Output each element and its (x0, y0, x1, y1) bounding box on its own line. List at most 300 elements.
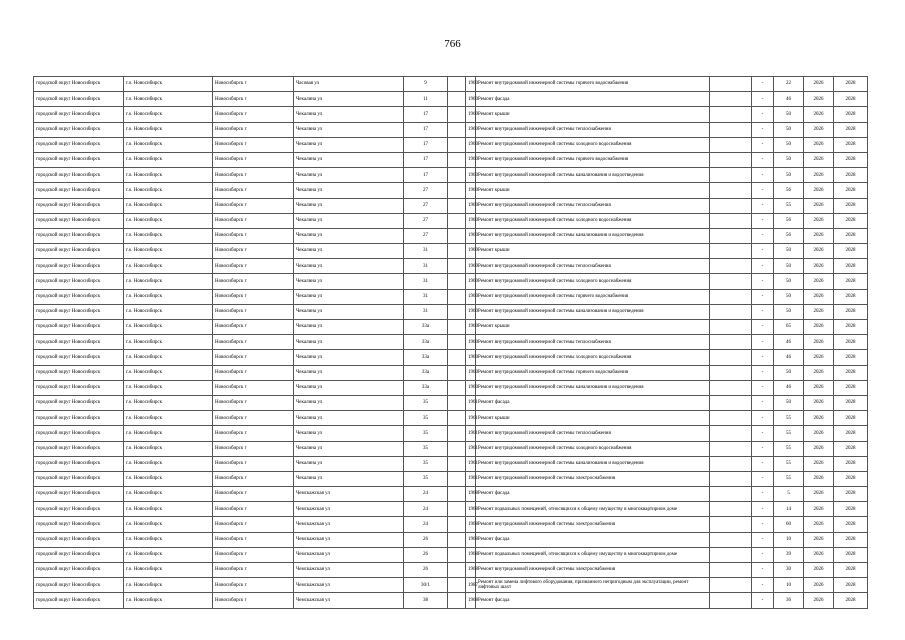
cost-cell: 14 (774, 502, 804, 517)
table-row (34, 137, 868, 152)
district-cell: г.о. Новосибирск (124, 213, 213, 228)
extra-cell (710, 411, 752, 426)
cost-cell: 22 (774, 77, 804, 92)
start-year-cell: 2026 (804, 426, 834, 441)
house-number-cell: 27 (404, 183, 448, 198)
municipality-cell: городской округ Новосибирск (34, 213, 124, 228)
end-year-cell: 2028 (834, 380, 868, 395)
district-cell: г.о. Новосибирск (124, 471, 213, 486)
table-row (34, 244, 868, 259)
municipality-cell: городской округ Новосибирск (34, 471, 124, 486)
street-cell: Чемскажская ул (294, 532, 404, 547)
building-cell (448, 502, 466, 517)
cost-cell: 50 (774, 274, 804, 289)
table-row (34, 441, 868, 456)
work-type-cell: Ремонт внутридомовой инженерной системы канализования и водоотведения (476, 168, 710, 183)
street-cell: Чекалина ул (294, 456, 404, 471)
house-number-cell: 31 (404, 274, 448, 289)
municipality-cell: городской округ Новосибирск (34, 152, 124, 167)
cost-cell: 55 (774, 456, 804, 471)
extra-cell (710, 487, 752, 502)
cost-cell: 50 (774, 289, 804, 304)
table-row (34, 426, 868, 441)
house-number-cell: 31 (404, 259, 448, 274)
street-cell: Чекалина ул (294, 304, 404, 319)
dash-cell: - (752, 122, 774, 137)
house-number-cell: 38 (404, 593, 448, 608)
year-built-cell: 1968 (466, 532, 476, 547)
work-type-cell: Ремонт или замена лифтового оборудования, признанного непригодным для эксплуатации, ремонт лифтовых шахт (476, 578, 710, 593)
municipality-cell: городской округ Новосибирск (34, 92, 124, 107)
building-cell (448, 77, 466, 92)
work-type-cell: Ремонт внутридомовой инженерной системы холодного водоснабжения (476, 137, 710, 152)
house-number-cell: 26 (404, 532, 448, 547)
city-cell: Новосибирск г (213, 183, 294, 198)
year-built-cell: 1960 (466, 183, 476, 198)
extra-cell (710, 578, 752, 593)
start-year-cell: 2026 (804, 563, 834, 578)
cost-cell: 50 (774, 152, 804, 167)
cost-cell: 55 (774, 411, 804, 426)
end-year-cell: 2028 (834, 441, 868, 456)
extra-cell (710, 137, 752, 152)
year-built-cell: 1960 (466, 137, 476, 152)
street-cell: Чемскажская ул (294, 593, 404, 608)
municipality-cell: городской округ Новосибирск (34, 168, 124, 183)
table-row (34, 168, 868, 183)
start-year-cell: 2026 (804, 350, 834, 365)
house-number-cell: 24 (404, 487, 448, 502)
dash-cell: - (752, 198, 774, 213)
cost-cell: 50 (774, 137, 804, 152)
start-year-cell: 2026 (804, 92, 834, 107)
table-row (34, 456, 868, 471)
building-cell (448, 456, 466, 471)
table-row (34, 563, 868, 578)
district-cell: г.о. Новосибирск (124, 563, 213, 578)
table-row (34, 471, 868, 486)
dash-cell: - (752, 380, 774, 395)
dash-cell: - (752, 259, 774, 274)
dash-cell: - (752, 471, 774, 486)
building-cell (448, 92, 466, 107)
start-year-cell: 2026 (804, 274, 834, 289)
municipality-cell: городской округ Новосибирск (34, 380, 124, 395)
building-cell (448, 304, 466, 319)
extra-cell (710, 198, 752, 213)
dash-cell: - (752, 168, 774, 183)
street-cell: Чекалина ул (294, 350, 404, 365)
start-year-cell: 2026 (804, 380, 834, 395)
street-cell: Чекалина ул (294, 365, 404, 380)
year-built-cell: 1961 (466, 411, 476, 426)
end-year-cell: 2028 (834, 198, 868, 213)
dash-cell: - (752, 532, 774, 547)
dash-cell: - (752, 593, 774, 608)
end-year-cell: 2028 (834, 456, 868, 471)
city-cell: Новосибирск г (213, 320, 294, 335)
extra-cell (710, 77, 752, 92)
end-year-cell: 2028 (834, 487, 868, 502)
district-cell: г.о. Новосибирск (124, 259, 213, 274)
table-row (34, 517, 868, 532)
district-cell: г.о. Новосибирск (124, 365, 213, 380)
extra-cell (710, 335, 752, 350)
cost-cell: 50 (774, 107, 804, 122)
table-row (34, 274, 868, 289)
building-cell (448, 563, 466, 578)
year-built-cell: 1960 (466, 168, 476, 183)
year-built-cell: 1960 (466, 107, 476, 122)
work-type-cell: Ремонт внутридомовой инженерной системы теплоснабжения (476, 426, 710, 441)
dash-cell: - (752, 92, 774, 107)
street-cell: Чекалина ул (294, 289, 404, 304)
work-type-cell: Ремонт внутридомовой инженерной системы электроснабжения (476, 563, 710, 578)
building-cell (448, 517, 466, 532)
table-row (34, 183, 868, 198)
city-cell: Новосибирск г (213, 593, 294, 608)
extra-cell (710, 350, 752, 365)
start-year-cell: 2026 (804, 137, 834, 152)
municipality-cell: городской округ Новосибирск (34, 532, 124, 547)
end-year-cell: 2028 (834, 289, 868, 304)
cost-cell: 46 (774, 335, 804, 350)
end-year-cell: 2028 (834, 228, 868, 243)
municipality-cell: городской округ Новосибирск (34, 517, 124, 532)
building-cell (448, 152, 466, 167)
district-cell: г.о. Новосибирск (124, 137, 213, 152)
district-cell: г.о. Новосибирск (124, 517, 213, 532)
end-year-cell: 2028 (834, 244, 868, 259)
start-year-cell: 2026 (804, 168, 834, 183)
dash-cell: - (752, 502, 774, 517)
district-cell: г.о. Новосибирск (124, 380, 213, 395)
street-cell: Чекалина ул (294, 320, 404, 335)
street-cell: Чекалина ул (294, 441, 404, 456)
work-type-cell: Ремонт внутридомовой инженерной системы холодного водоснабжения (476, 213, 710, 228)
cost-cell: 10 (774, 532, 804, 547)
end-year-cell: 2028 (834, 152, 868, 167)
building-cell (448, 213, 466, 228)
end-year-cell: 2028 (834, 92, 868, 107)
house-number-cell: 27 (404, 213, 448, 228)
extra-cell (710, 92, 752, 107)
table-row (34, 107, 868, 122)
extra-cell (710, 228, 752, 243)
cost-cell: 30 (774, 563, 804, 578)
extra-cell (710, 213, 752, 228)
district-cell: г.о. Новосибирск (124, 289, 213, 304)
city-cell: Новосибирск г (213, 274, 294, 289)
start-year-cell: 2026 (804, 547, 834, 562)
building-cell (448, 107, 466, 122)
building-cell (448, 335, 466, 350)
house-number-cell: 33а (404, 335, 448, 350)
street-cell: Чекалина ул (294, 274, 404, 289)
district-cell: г.о. Новосибирск (124, 350, 213, 365)
table-row (34, 395, 868, 410)
house-number-cell: 31 (404, 304, 448, 319)
year-built-cell: 1960 (466, 380, 476, 395)
cost-cell: 36 (774, 593, 804, 608)
dash-cell: - (752, 213, 774, 228)
start-year-cell: 2026 (804, 578, 834, 593)
house-number-cell: 30/1 (404, 578, 448, 593)
start-year-cell: 2026 (804, 487, 834, 502)
municipality-cell: городской округ Новосибирск (34, 335, 124, 350)
start-year-cell: 2026 (804, 77, 834, 92)
district-cell: г.о. Новосибирск (124, 578, 213, 593)
city-cell: Новосибирск г (213, 365, 294, 380)
municipality-cell: городской округ Новосибирск (34, 244, 124, 259)
extra-cell (710, 365, 752, 380)
table-row (34, 213, 868, 228)
street-cell: Чемскажская ул (294, 517, 404, 532)
city-cell: Новосибирск г (213, 335, 294, 350)
extra-cell (710, 289, 752, 304)
end-year-cell: 2028 (834, 593, 868, 608)
end-year-cell: 2028 (834, 335, 868, 350)
city-cell: Новосибирск г (213, 244, 294, 259)
city-cell: Новосибирск г (213, 487, 294, 502)
cost-cell: 46 (774, 92, 804, 107)
district-cell: г.о. Новосибирск (124, 92, 213, 107)
building-cell (448, 441, 466, 456)
district-cell: г.о. Новосибирск (124, 304, 213, 319)
district-cell: г.о. Новосибирск (124, 411, 213, 426)
dash-cell: - (752, 411, 774, 426)
year-built-cell: 1968 (466, 502, 476, 517)
municipality-cell: городской округ Новосибирск (34, 320, 124, 335)
extra-cell (710, 593, 752, 608)
building-cell (448, 411, 466, 426)
dash-cell: - (752, 517, 774, 532)
dash-cell: - (752, 304, 774, 319)
cost-cell: 55 (774, 441, 804, 456)
work-type-cell: Ремонт внутридомовой инженерной системы горячего водоснабжения (476, 77, 710, 92)
street-cell: Чемскажская ул (294, 547, 404, 562)
building-cell (448, 198, 466, 213)
work-type-cell: Ремонт подвальных помещений, относящихся к общему имуществу в многоквартирном доме (476, 502, 710, 517)
city-cell: Новосибирск г (213, 92, 294, 107)
municipality-cell: городской округ Новосибирск (34, 547, 124, 562)
district-cell: г.о. Новосибирск (124, 183, 213, 198)
cost-cell: 50 (774, 304, 804, 319)
work-type-cell: Ремонт внутридомовой инженерной системы холодного водоснабжения (476, 274, 710, 289)
year-built-cell: 1961 (466, 395, 476, 410)
building-cell (448, 578, 466, 593)
work-type-cell: Ремонт внутридомовой инженерной системы холодного водоснабжения (476, 350, 710, 365)
municipality-cell: городской округ Новосибирск (34, 304, 124, 319)
dash-cell: - (752, 487, 774, 502)
house-number-cell: 35 (404, 411, 448, 426)
page-number: 766 (444, 38, 461, 50)
house-number-cell: 33а (404, 365, 448, 380)
building-cell (448, 593, 466, 608)
house-number-cell: 9 (404, 77, 448, 92)
start-year-cell: 2026 (804, 244, 834, 259)
start-year-cell: 2026 (804, 502, 834, 517)
dash-cell: - (752, 320, 774, 335)
cost-cell: 39 (774, 547, 804, 562)
street-cell: Чекалина ул (294, 198, 404, 213)
table-row (34, 532, 868, 547)
building-cell (448, 168, 466, 183)
house-number-cell: 33а (404, 350, 448, 365)
municipality-cell: городской округ Новосибирск (34, 198, 124, 213)
house-number-cell: 17 (404, 137, 448, 152)
start-year-cell: 2026 (804, 122, 834, 137)
year-built-cell: 1960 (466, 228, 476, 243)
house-number-cell: 17 (404, 107, 448, 122)
dash-cell: - (752, 183, 774, 198)
start-year-cell: 2026 (804, 395, 834, 410)
table-row (34, 487, 868, 502)
table-row (34, 198, 868, 213)
work-type-cell: Ремонт внутридомовой инженерной системы горячего водоснабжения (476, 152, 710, 167)
cost-cell: 55 (774, 426, 804, 441)
start-year-cell: 2026 (804, 198, 834, 213)
start-year-cell: 2026 (804, 183, 834, 198)
work-type-cell: Ремонт фасада (476, 532, 710, 547)
extra-cell (710, 532, 752, 547)
house-number-cell: 35 (404, 441, 448, 456)
work-type-cell: Ремонт внутридомовой инженерной системы холодного водоснабжения (476, 441, 710, 456)
building-cell (448, 365, 466, 380)
house-number-cell: 24 (404, 502, 448, 517)
end-year-cell: 2028 (834, 532, 868, 547)
street-cell: Чемскажская ул (294, 578, 404, 593)
start-year-cell: 2026 (804, 593, 834, 608)
dash-cell: - (752, 578, 774, 593)
start-year-cell: 2026 (804, 213, 834, 228)
street-cell: Чекалина ул (294, 426, 404, 441)
city-cell: Новосибирск г (213, 152, 294, 167)
dash-cell: - (752, 137, 774, 152)
city-cell: Новосибирск г (213, 77, 294, 92)
house-number-cell: 35 (404, 456, 448, 471)
end-year-cell: 2028 (834, 77, 868, 92)
municipality-cell: городской округ Новосибирск (34, 426, 124, 441)
city-cell: Новосибирск г (213, 426, 294, 441)
dash-cell: - (752, 395, 774, 410)
table-row (34, 304, 868, 319)
work-type-cell: Ремонт фасада (476, 395, 710, 410)
street-cell: Чекалина ул (294, 471, 404, 486)
municipality-cell: городской округ Новосибирск (34, 259, 124, 274)
year-built-cell: 1960 (466, 122, 476, 137)
table-row (34, 77, 868, 92)
end-year-cell: 2028 (834, 320, 868, 335)
municipality-cell: городской округ Новосибирск (34, 395, 124, 410)
street-cell: Чекалина ул (294, 107, 404, 122)
city-cell: Новосибирск г (213, 168, 294, 183)
house-number-cell: 35 (404, 426, 448, 441)
street-cell: Чекалина ул (294, 411, 404, 426)
table-row (34, 228, 868, 243)
district-cell: г.о. Новосибирск (124, 107, 213, 122)
municipality-cell: городской округ Новосибирск (34, 456, 124, 471)
municipality-cell: городской округ Новосибирск (34, 502, 124, 517)
district-cell: г.о. Новосибирск (124, 456, 213, 471)
city-cell: Новосибирск г (213, 122, 294, 137)
municipality-cell: городской округ Новосибирск (34, 274, 124, 289)
dash-cell: - (752, 456, 774, 471)
extra-cell (710, 395, 752, 410)
house-number-cell: 17 (404, 122, 448, 137)
start-year-cell: 2026 (804, 517, 834, 532)
municipality-cell: городской округ Новосибирск (34, 107, 124, 122)
end-year-cell: 2028 (834, 107, 868, 122)
year-built-cell: 1960 (466, 198, 476, 213)
city-cell: Новосибирск г (213, 411, 294, 426)
house-number-cell: 27 (404, 198, 448, 213)
start-year-cell: 2026 (804, 532, 834, 547)
building-cell (448, 350, 466, 365)
cost-cell: 60 (774, 517, 804, 532)
extra-cell (710, 274, 752, 289)
work-type-cell: Ремонт фасада (476, 487, 710, 502)
table-row (34, 122, 868, 137)
district-cell: г.о. Новосибирск (124, 274, 213, 289)
city-cell: Новосибирск г (213, 304, 294, 319)
city-cell: Новосибирск г (213, 532, 294, 547)
municipality-cell: городской округ Новосибирск (34, 228, 124, 243)
end-year-cell: 2028 (834, 547, 868, 562)
cost-cell: 50 (774, 395, 804, 410)
municipality-cell: городской округ Новосибирск (34, 350, 124, 365)
district-cell: г.о. Новосибирск (124, 168, 213, 183)
dash-cell: - (752, 152, 774, 167)
work-type-cell: Ремонт крыши (476, 183, 710, 198)
extra-cell (710, 471, 752, 486)
extra-cell (710, 456, 752, 471)
year-built-cell: 1960 (466, 335, 476, 350)
extra-cell (710, 259, 752, 274)
start-year-cell: 2026 (804, 320, 834, 335)
municipality-cell: городской округ Новосибирск (34, 563, 124, 578)
capital-repair-table (33, 76, 868, 609)
street-cell: Чекалина ул (294, 380, 404, 395)
extra-cell (710, 547, 752, 562)
year-built-cell: 1968 (466, 517, 476, 532)
house-number-cell: 26 (404, 547, 448, 562)
cost-cell: 55 (774, 198, 804, 213)
building-cell (448, 487, 466, 502)
street-cell: Чемскажская ул (294, 563, 404, 578)
district-cell: г.о. Новосибирск (124, 77, 213, 92)
cost-cell: 50 (774, 244, 804, 259)
house-number-cell: 27 (404, 228, 448, 243)
extra-cell (710, 122, 752, 137)
house-number-cell: 35 (404, 471, 448, 486)
building-cell (448, 532, 466, 547)
start-year-cell: 2026 (804, 107, 834, 122)
cost-cell: 55 (774, 471, 804, 486)
city-cell: Новосибирск г (213, 213, 294, 228)
district-cell: г.о. Новосибирск (124, 441, 213, 456)
start-year-cell: 2026 (804, 441, 834, 456)
table-row (34, 152, 868, 167)
year-built-cell: 1960 (466, 365, 476, 380)
street-cell: Чекалина ул (294, 244, 404, 259)
end-year-cell: 2028 (834, 274, 868, 289)
district-cell: г.о. Новосибирск (124, 320, 213, 335)
building-cell (448, 289, 466, 304)
district-cell: г.о. Новосибирск (124, 395, 213, 410)
dash-cell: - (752, 244, 774, 259)
year-built-cell: 1960 (466, 304, 476, 319)
